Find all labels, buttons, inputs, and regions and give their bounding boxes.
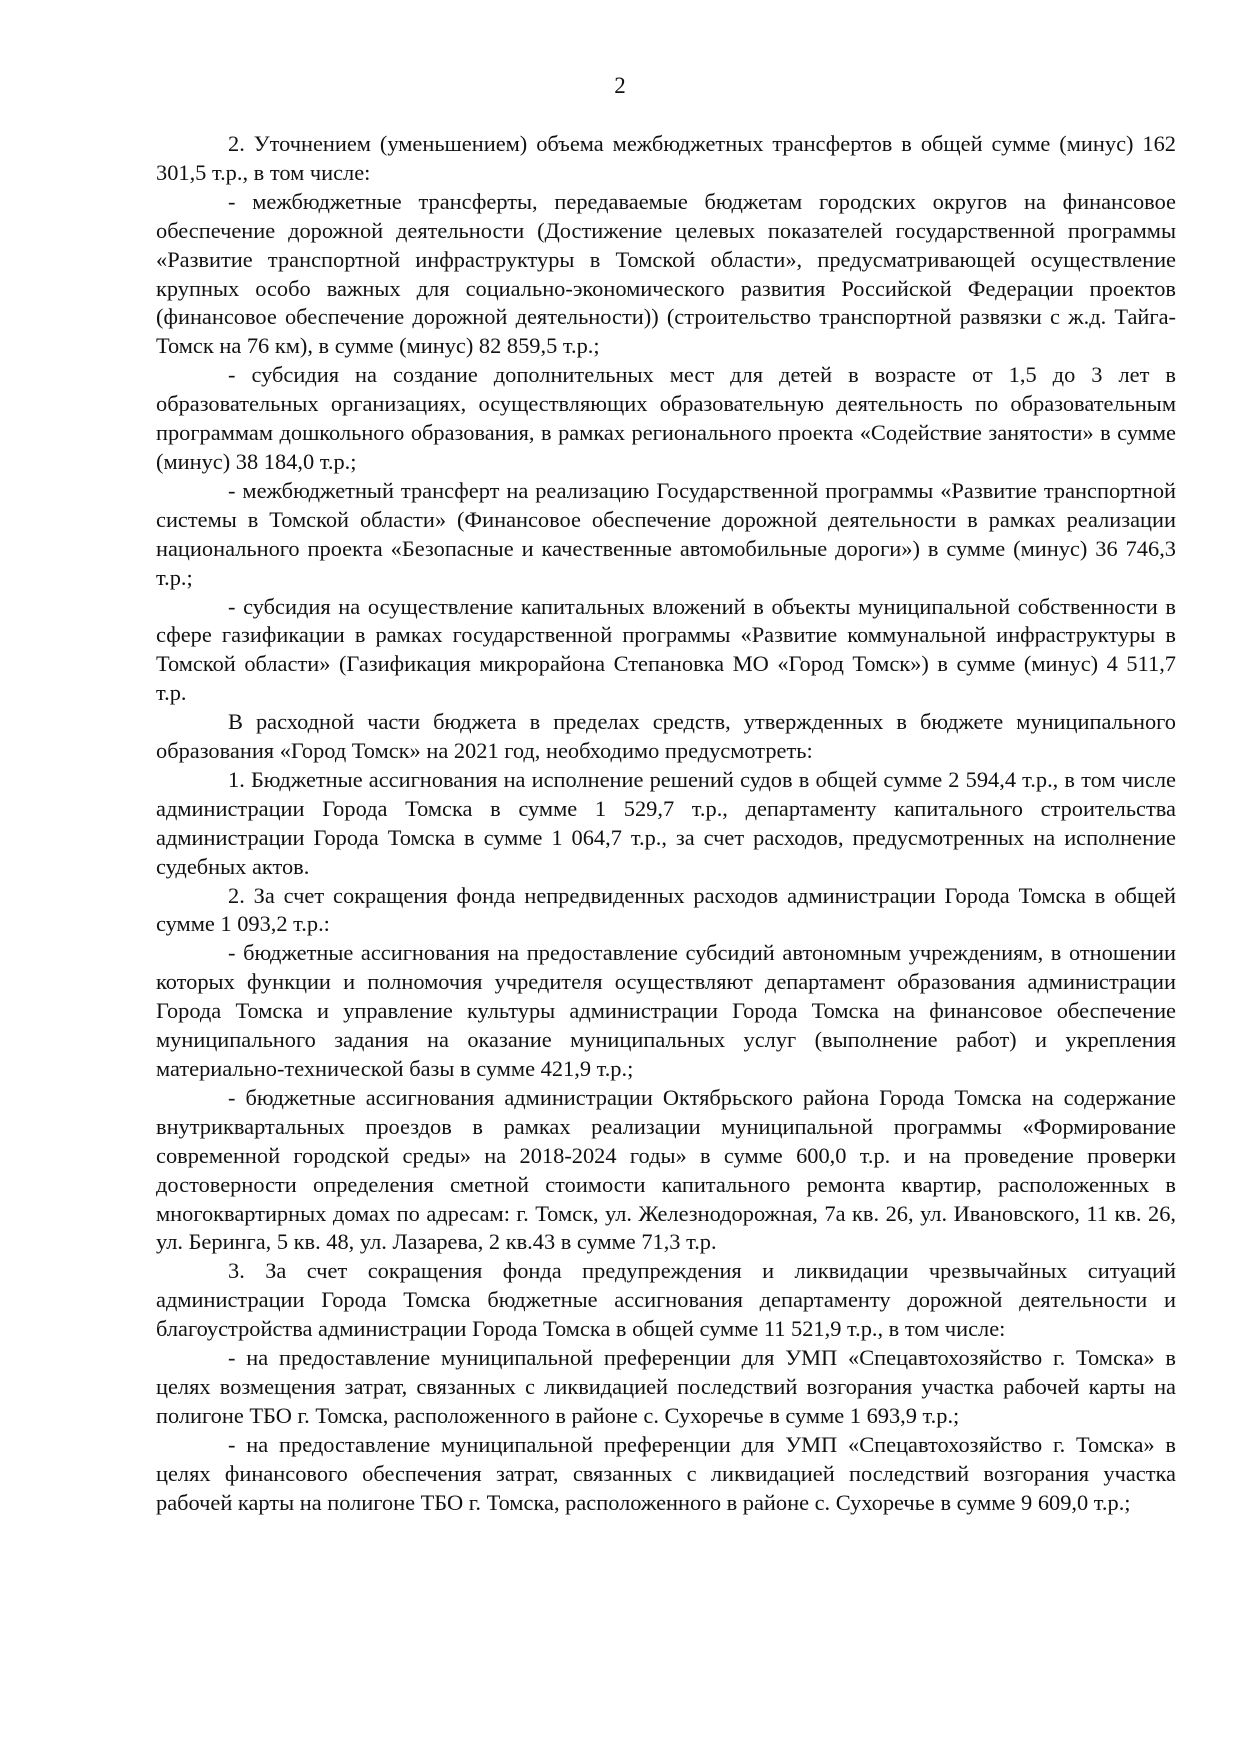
paragraph-road-transfer: - межбюджетные трансферты, передаваемые бюджетам городских округов на финансовое обеспечение дорожной деятельности (Достижение целевых показателей государственной программы «Развитие транспортной инфраструктуры в Томской области», предусматривающей осуществление крупных особо важных для социально-экономического развития Российской Федерации проектов (финансовое обеспечение дорожной деятельности)) (строительство транспортной развязки с ж.д. Тайга-Томск на 76 км), в сумме (минус) 82 859,5 т.р.; bbox=[156, 188, 1176, 359]
paragraph-transport-transfer: - межбюджетный трансферт на реализацию Государственной программы «Развитие транспортной системы в Томской области» (Финансовое обеспечение дорожной деятельности в рамках реализации национального проекта «Безопасные и качественные автомобильные дороги») в сумме (минус) 36 746,3 т.р.; bbox=[156, 477, 1176, 590]
paragraph-emergency-fund: 3. За счет сокращения фонда предупреждения и ликвидации чрезвычайных ситуаций администрации Города Томска бюджетные ассигнования департаменту дорожной деятельности и благоустройства администрации Города Томска в общей сумме 11 521,9 т.р., в том числе: bbox=[156, 1258, 1176, 1342]
paragraph-gasification-subsidy: - субсидия на осуществление капитальных вложений в объекты муниципальной собственности в сфере газификации в рамках государственной программы «Развитие коммунальной инфраструктуры в Томской области» (Газификация микрорайона Степановка МО «Город Томск») в сумме (минус) 4 511,7 т.р. bbox=[156, 593, 1176, 706]
paragraph-expenditure-intro: В расходной части бюджета в пределах средств, утвержденных в бюджете муниципального образования «Город Томск» на 2021 год, необходимо предусмотреть: bbox=[156, 709, 1176, 764]
paragraph-court-decisions: 1. Бюджетные ассигнования на исполнение решений судов в общей сумме 2 594,4 т.р., в том числе администрации Города Томска в сумме 1 529,7 т.р., департаменту капитального строительства администрации Города Томска в сумме 1 064,7 т.р., за счет расходов, предусмотренных на исполнение судебных актов. bbox=[156, 766, 1176, 879]
paragraph-contingency-fund: 2. За счет сокращения фонда непредвиденных расходов администрации Города Томска в общей сумме 1 093,2 т.р.: bbox=[156, 882, 1176, 937]
document-body bbox=[156, 130, 1176, 1518]
paragraph-transfers-reduction: 2. Уточнением (уменьшением) объема межбюджетных трансфертов в общей сумме (минус) 162 301,5 т.р., в том числе: bbox=[156, 131, 1176, 185]
page-number: 2 bbox=[614, 73, 626, 98]
paragraph-oktyabrsky-district: - бюджетные ассигнования администрации Октябрьского района Города Томска на содержание внутриквартальных проездов в рамках реализации муниципальной программы «Формирование современной городской среды» на 2018-2024 годы» в сумме 600,0 т.р. и на проведение проверки достоверности определения сметной стоимости капитального ремонта квартир, расположенных в многоквартирных домах по адресам: г. Томск, ул. Железнодорожная, 7а кв. 26, ул. Ивановского, 11 кв. 26, ул. Беринга, 5 кв. 48, ул. Лазарева, 2 кв.43 в сумме 71,3 т.р. bbox=[156, 1084, 1176, 1255]
paragraph-autonomous-subsidies: - бюджетные ассигнования на предоставление субсидий автономным учреждениям, в отношении которых функции и полномочия учредителя осуществляют департамент образования администрации Города Томска и управление культуры администрации Города Томска на финансовое обеспечение муниципального задания на оказание муниципальных услуг (выполнение работ) и укрепления материально-технической базы в сумме 421,9 т.р.; bbox=[156, 940, 1176, 1081]
paragraph-preschool-subsidy: - субсидия на создание дополнительных мест для детей в возрасте от 1,5 до 3 лет в образовательных организациях, осуществляющих образовательную деятельность по образовательным программам дошкольного образования, в рамках регионального проекта «Содействие занятости» в сумме (минус) 38 184,0 т.р.; bbox=[156, 362, 1176, 474]
paragraph-preference-financing: - на предоставление муниципальной преференции для УМП «Спецавтохозяйство г. Томска» в целях финансового обеспечения затрат, связанных с ликвидацией последствий возгорания участка рабочей карты на полигоне ТБО г. Томска, расположенного в районе с. Сухоречье в сумме 9 609,0 т.р.; bbox=[156, 1431, 1176, 1515]
paragraph-preference-compensation: - на предоставление муниципальной преференции для УМП «Спецавтохозяйство г. Томска» в целях возмещения затрат, связанных с ликвидацией последствий возгорания участка рабочей карты на полигоне ТБО г. Томска, расположенного в районе с. Сухоречье в сумме 1 693,9 т.р.; bbox=[156, 1345, 1176, 1428]
